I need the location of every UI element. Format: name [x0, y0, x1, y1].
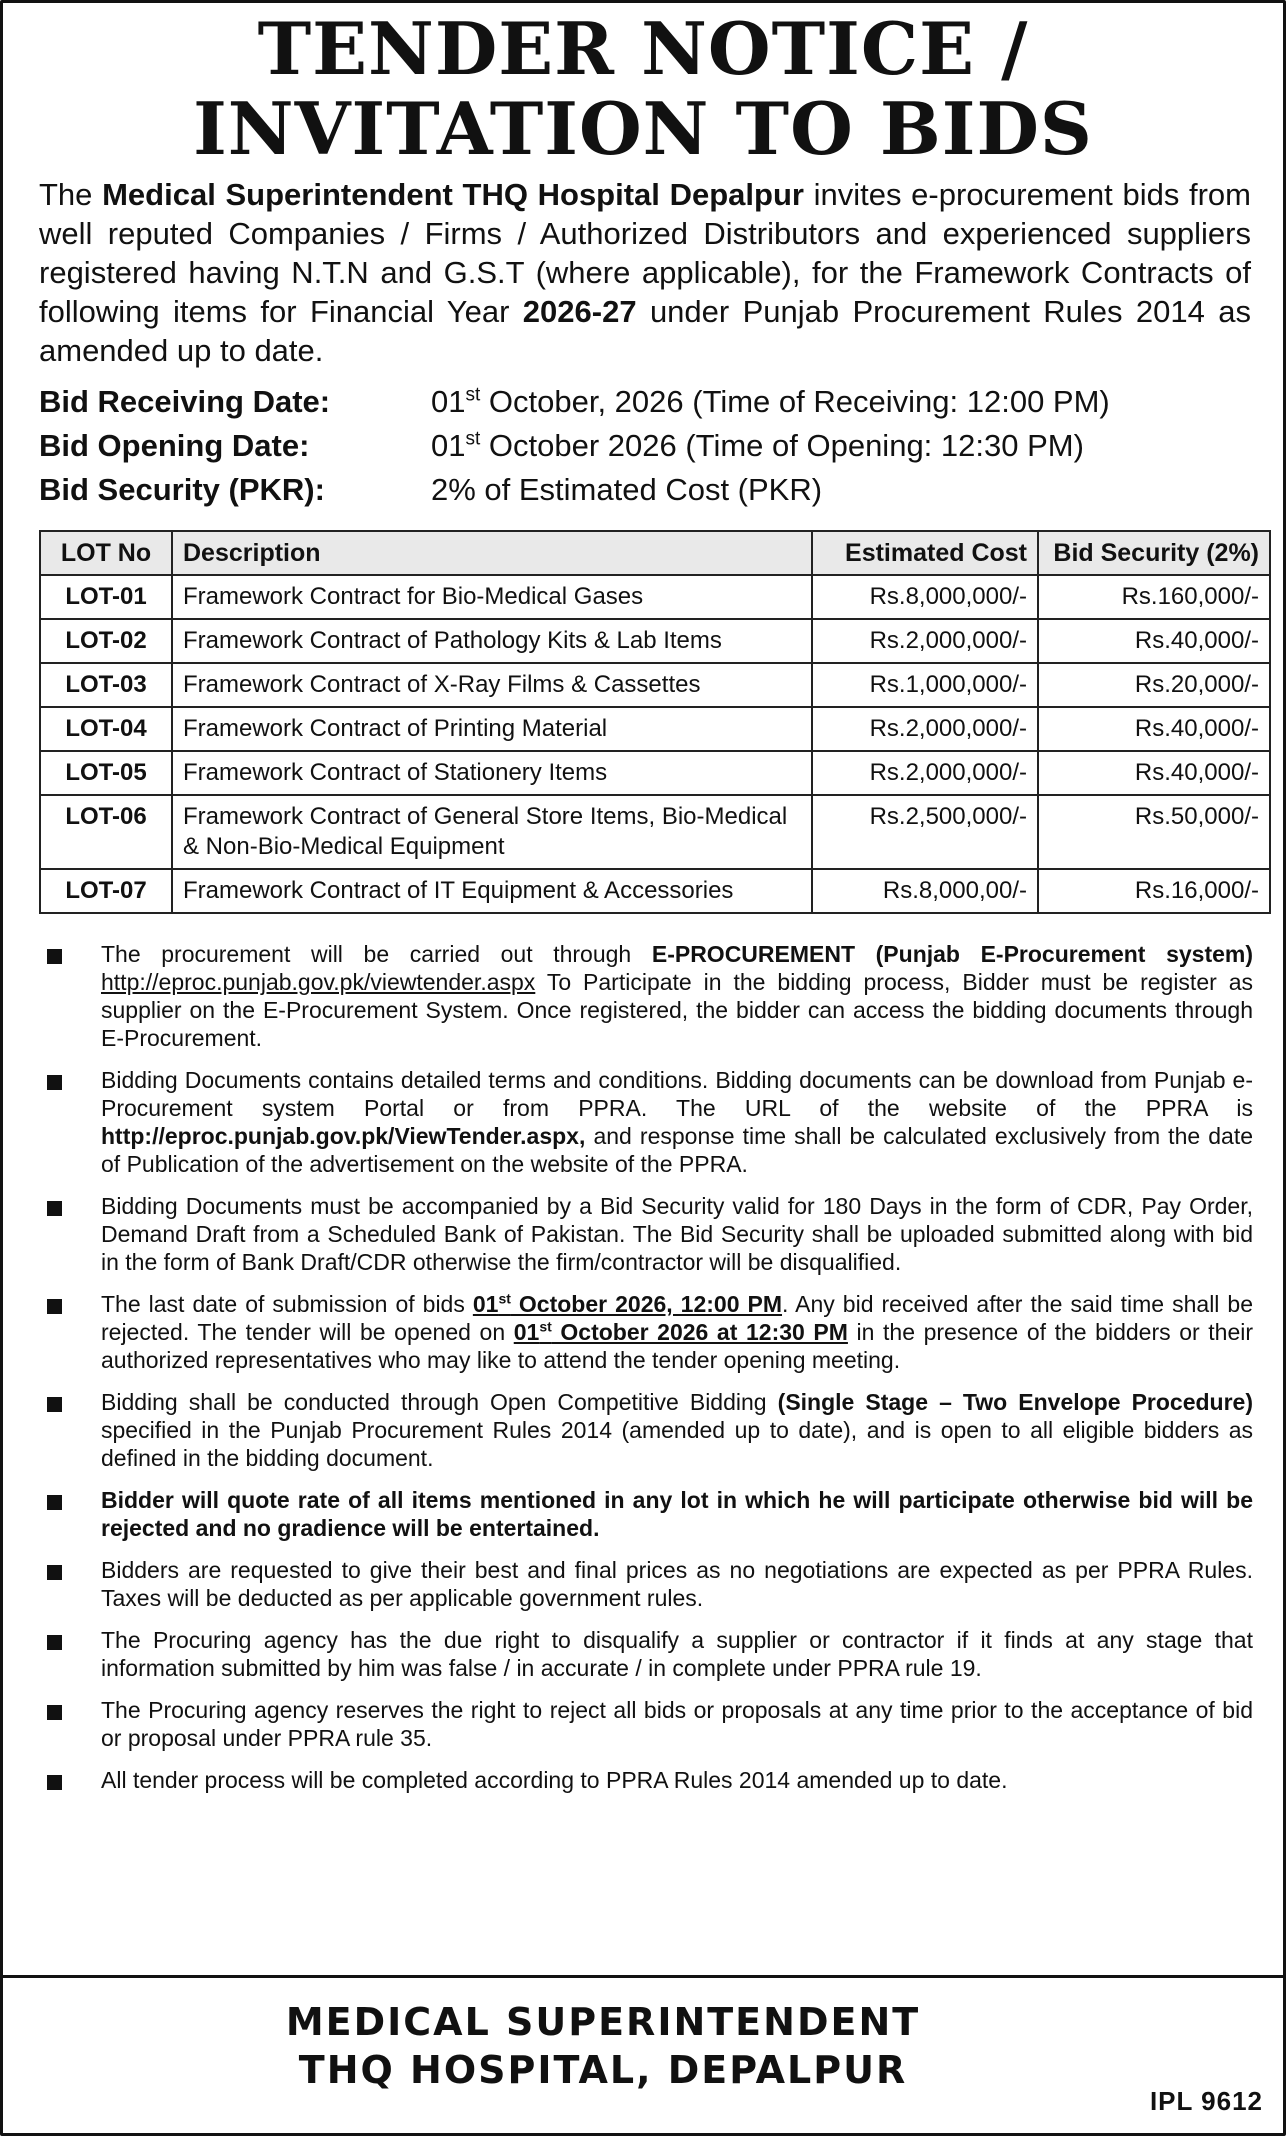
list-item: The Procuring agency has the due right to disqualify a supplier or contractor if it finds at any stage that information submitted by him was false / in accurate / in complete under PPRA rule 19.: [43, 1626, 1253, 1682]
list-item: Bidding Documents must be accompanied by a Bid Security valid for 180 Days in the form of CDR, Pay Order, Demand Draft from a Scheduled Bank of Pakistan. The Bid Security shall be uploaded submitted along with bid in the form of Bank Draft/CDR otherwise the firm/contractor will be disqualified.: [43, 1192, 1253, 1276]
bullet-square-icon: [47, 1775, 62, 1790]
title-line-1: TENDER NOTICE /: [257, 6, 1029, 91]
opening-datetime: 01st October 2026 at 12:30 PM: [513, 1318, 848, 1345]
ipl-reference: IPL 9612: [1149, 2086, 1263, 2116]
bullet-square-icon: [47, 1705, 62, 1720]
header-lot-no: LOT No: [40, 531, 172, 575]
bid-security-amount: Rs.16,000/-: [1038, 869, 1270, 913]
intro-paragraph: The Medical Superintendent THQ Hospital Depalpur invites e-procurement bids from well reputed Companies / Firms / Authorized Distributors and experienced suppliers registered having N.T.N and G.S.T (where applicable), for the Framework Contracts of following items for Financial Year 2026-27 under Punjab Procurement Rules 2014 as amended up to date.: [39, 177, 1251, 368]
table-row: [40, 707, 1270, 751]
list-item: Bidding Documents contains detailed terms and conditions. Bidding documents can be download from Punjab e-Procurement system Portal or from PPRA. The URL of the website of the PPRA is http://eproc.punjab.gov.pk/ViewTender.aspx, and response time shall be calculated exclusively from the date of Publication of the advertisement on the website of the PPRA.: [43, 1066, 1253, 1178]
key-dates: [39, 382, 1257, 510]
table-row: [40, 575, 1270, 619]
lot-description: Framework Contract of Printing Material: [172, 707, 812, 751]
lot-description: Framework Contract of X-Ray Films & Cassettes: [172, 663, 812, 707]
terms-list: [43, 940, 1253, 1794]
table-row: [40, 795, 1270, 869]
bid-receiving-date: Bid Receiving Date: 01st October, 2026 (Time of Receiving: 12:00 PM): [39, 384, 1110, 419]
header-description: Description: [172, 531, 812, 575]
table-row: [40, 619, 1270, 663]
lot-number: LOT-07: [40, 869, 172, 913]
bullet-square-icon: [47, 1397, 62, 1412]
lot-description: Framework Contract of Stationery Items: [172, 751, 812, 795]
lot-number: LOT-05: [40, 751, 172, 795]
financial-year: 2026-27: [522, 294, 637, 329]
list-item: The procurement will be carried out through E-PROCUREMENT (Punjab E-Procurement system) http://eproc.punjab.gov.pk/viewtender.aspx To Participate in the bidding process, Bidder must be register as supplier on the E-Procurement System. Once registered, the bidder can access the bidding documents through E-Procurement.: [43, 940, 1253, 1052]
list-item: Bidders are requested to give their best and final prices as no negotiations are expected as per PPRA Rules. Taxes will be deducted as per applicable government rules.: [43, 1556, 1253, 1612]
organization-name: Medical Superintendent THQ Hospital Depalpur: [102, 177, 804, 212]
estimated-cost: Rs.2,000,000/-: [812, 707, 1038, 751]
bid-security-amount: Rs.20,000/-: [1038, 663, 1270, 707]
lot-number: LOT-02: [40, 619, 172, 663]
bid-opening-date: Bid Opening Date: 01st October 2026 (Time of Opening: 12:30 PM): [39, 428, 1084, 463]
header-estimated-cost: Estimated Cost: [812, 531, 1038, 575]
signatory: MEDICAL SUPERINTENDENT THQ HOSPITAL, DEPALPUR: [285, 2000, 921, 2092]
bullet-square-icon: [47, 1635, 62, 1650]
list-item: Bidder will quote rate of all items mentioned in any lot in which he will participate otherwise bid will be rejected and no gradience will be entertained.: [43, 1486, 1253, 1542]
bullet-square-icon: [47, 1495, 62, 1510]
estimated-cost: Rs.2,000,000/-: [812, 619, 1038, 663]
list-item: The Procuring agency reserves the right to reject all bids or proposals at any time prior to the acceptance of bid or proposal under PPRA rule 35.: [43, 1696, 1253, 1752]
bullet-square-icon: [47, 1565, 62, 1580]
lot-number: LOT-06: [40, 795, 172, 869]
submission-deadline: 01st October 2026, 12:00 PM: [472, 1290, 783, 1317]
table-row: [40, 663, 1270, 707]
ppra-url[interactable]: http://eproc.punjab.gov.pk/ViewTender.aspx,: [101, 1123, 586, 1149]
notice-title: [29, 6, 1257, 171]
list-item: All tender process will be completed according to PPRA Rules 2014 amended up to date.: [43, 1766, 1253, 1794]
estimated-cost: Rs.2,500,000/-: [812, 795, 1038, 869]
lot-number: LOT-03: [40, 663, 172, 707]
bid-security: Bid Security (PKR): 2% of Estimated Cost (PKR): [39, 472, 823, 507]
lots-table: [39, 530, 1271, 914]
table-row: [40, 869, 1270, 913]
header-bid-security: Bid Security (2%): [1038, 531, 1270, 575]
estimated-cost: Rs.2,000,000/-: [812, 751, 1038, 795]
signature-block: [3, 1975, 1283, 2133]
lot-description: Framework Contract of Pathology Kits & Lab Items: [172, 619, 812, 663]
bullet-square-icon: [47, 1075, 62, 1090]
bid-security-amount: Rs.40,000/-: [1038, 751, 1270, 795]
lot-number: LOT-04: [40, 707, 172, 751]
lot-description: Framework Contract of IT Equipment & Accessories: [172, 869, 812, 913]
estimated-cost: Rs.1,000,000/-: [812, 663, 1038, 707]
bullet-square-icon: [47, 949, 62, 964]
bullet-square-icon: [47, 1299, 62, 1314]
title-line-2: INVITATION TO BIDS: [193, 86, 1093, 171]
list-item: Bidding shall be conducted through Open Competitive Bidding (Single Stage – Two Envelope Procedure) specified in the Punjab Procurement Rules 2014 (amended up to date), and is open to all eligible bidders as defined in the bidding document.: [43, 1388, 1253, 1472]
lot-number: LOT-01: [40, 575, 172, 619]
estimated-cost: Rs.8,000,000/-: [812, 575, 1038, 619]
bullet-square-icon: [47, 1201, 62, 1216]
eproc-link[interactable]: http://eproc.punjab.gov.pk/viewtender.aspx: [101, 969, 536, 995]
table-header-row: [40, 531, 1270, 575]
table-row: [40, 751, 1270, 795]
bid-security-amount: Rs.40,000/-: [1038, 619, 1270, 663]
lot-description: Framework Contract of General Store Items, Bio-Medical & Non-Bio-Medical Equipment: [172, 795, 812, 869]
bid-security-amount: Rs.40,000/-: [1038, 707, 1270, 751]
list-item: The last date of submission of bids 01st October 2026, 12:00 PM. Any bid received after the said time shall be rejected. The tender will be opened on 01st October 2026 at 12:30 PM in the presence of the bidders or their authorized representatives who may like to attend the tender opening meeting.: [43, 1290, 1253, 1374]
estimated-cost: Rs.8,000,00/-: [812, 869, 1038, 913]
lot-description: Framework Contract for Bio-Medical Gases: [172, 575, 812, 619]
bid-security-amount: Rs.50,000/-: [1038, 795, 1270, 869]
bid-security-amount: Rs.160,000/-: [1038, 575, 1270, 619]
